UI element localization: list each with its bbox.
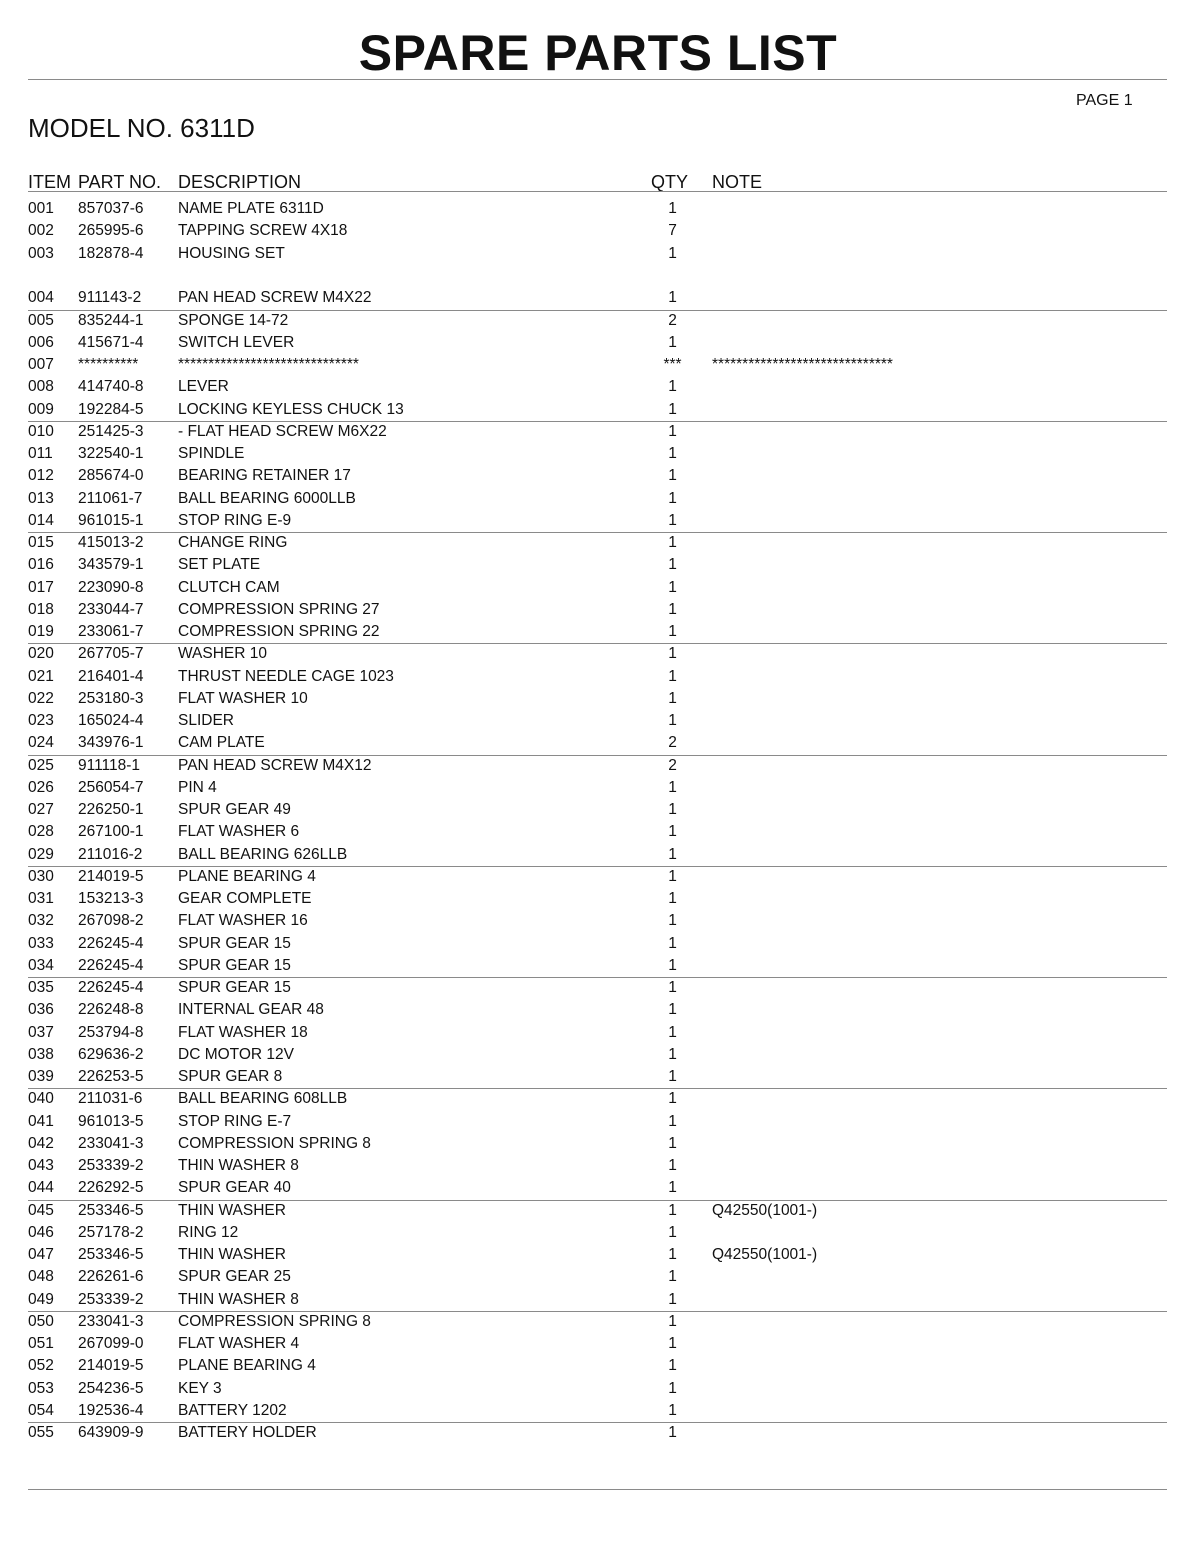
table-row — [0, 421, 1200, 443]
cell-item-number: 027 — [28, 801, 54, 818]
column-header-qty: QTY — [651, 172, 689, 192]
cell-part-number: 223090-8 — [78, 578, 144, 596]
cell-description: HOUSING SET — [178, 244, 285, 262]
cell-description: BALL BEARING 626LLB — [178, 845, 348, 863]
cell-part-number: 253339-2 — [78, 1157, 144, 1174]
table-row — [0, 1044, 1200, 1066]
table-row — [0, 621, 1200, 643]
cell-part-number: 415671-4 — [78, 333, 144, 351]
cell-description: SPUR GEAR 8 — [178, 1068, 283, 1085]
table-row — [0, 844, 1200, 866]
cell-description: STOP RING E-9 — [178, 511, 292, 529]
cell-description: STOP RING E-7 — [178, 1112, 292, 1130]
cell-description: SPONGE 14-72 — [178, 311, 289, 329]
table-row — [0, 643, 1200, 665]
cell-part-number: 226245-4 — [78, 979, 144, 996]
cell-description: THIN WASHER — [178, 1246, 286, 1263]
cell-description: BATTERY 1202 — [178, 1401, 287, 1419]
cell-item-number: 018 — [28, 600, 54, 618]
cell-description: SLIDER — [178, 712, 234, 729]
cell-quantity: 1 — [668, 1090, 677, 1108]
table-row — [0, 866, 1200, 888]
cell-item-number: 042 — [28, 1134, 54, 1152]
cell-quantity: 1 — [668, 1312, 677, 1330]
cell-part-number: 253339-2 — [78, 1290, 144, 1308]
cell-item-number: 041 — [28, 1112, 54, 1130]
cell-description: DC MOTOR 12V — [178, 1045, 294, 1063]
cell-description: FLAT WASHER 10 — [178, 689, 308, 707]
cell-description: SPUR GEAR 15 — [178, 934, 291, 952]
table-row — [0, 688, 1200, 710]
cell-quantity: 1 — [668, 1290, 677, 1308]
cell-description: SPUR GEAR 15 — [178, 956, 291, 974]
cell-quantity: 1 — [668, 645, 677, 663]
cell-quantity: 1 — [668, 578, 677, 596]
cell-part-number: 233041-3 — [78, 1312, 144, 1330]
table-row — [0, 376, 1200, 398]
table-row — [0, 1111, 1200, 1133]
table-row — [0, 465, 1200, 487]
cell-quantity: 1 — [668, 1424, 677, 1441]
cell-quantity: 1 — [668, 845, 677, 863]
table-row — [0, 999, 1200, 1021]
cell-item-number: 010 — [28, 422, 54, 440]
cell-part-number: 192284-5 — [78, 400, 144, 418]
table-row — [0, 1066, 1200, 1088]
cell-quantity: 1 — [668, 623, 677, 640]
table-row — [0, 577, 1200, 599]
table-row — [0, 220, 1200, 242]
cell-quantity: 1 — [668, 1023, 677, 1041]
cell-quantity: 1 — [668, 689, 677, 707]
cell-note: Q42550(1001-) — [712, 1201, 818, 1219]
cell-part-number: 226245-4 — [78, 956, 144, 974]
table-row — [0, 1400, 1200, 1422]
cell-quantity: 1 — [668, 890, 677, 907]
table-row — [0, 354, 1200, 376]
cell-description: LOCKING KEYLESS CHUCK 13 — [178, 400, 404, 418]
table-row — [0, 955, 1200, 977]
cell-item-number: 011 — [28, 445, 53, 462]
table-row — [0, 1200, 1200, 1222]
table-row — [0, 1289, 1200, 1311]
cell-item-number: 036 — [28, 1001, 54, 1019]
cell-quantity: *** — [663, 356, 682, 373]
table-row — [0, 1088, 1200, 1110]
cell-item-number: 023 — [28, 712, 54, 729]
cell-quantity: 1 — [668, 467, 677, 485]
table-row — [0, 599, 1200, 621]
table-row — [0, 1422, 1200, 1444]
cell-item-number: 030 — [28, 867, 54, 885]
cell-item-number: 004 — [28, 289, 54, 307]
table-row — [0, 1133, 1200, 1155]
table-row — [0, 287, 1200, 309]
cell-description: FLAT WASHER 4 — [178, 1335, 300, 1352]
cell-item-number: 016 — [28, 556, 54, 574]
cell-description: BALL BEARING 608LLB — [178, 1090, 348, 1108]
cell-description: LEVER — [178, 378, 229, 396]
cell-part-number: 253346-5 — [78, 1201, 144, 1219]
cell-part-number: 192536-4 — [78, 1401, 144, 1419]
cell-item-number: 025 — [28, 756, 54, 774]
cell-description: - FLAT HEAD SCREW M6X22 — [178, 422, 387, 440]
cell-item-number: 002 — [28, 222, 54, 240]
cell-note: Q42550(1001-) — [712, 1246, 818, 1263]
cell-description: NAME PLATE 6311D — [178, 200, 324, 217]
table-row — [0, 732, 1200, 754]
cell-part-number: 254236-5 — [78, 1379, 144, 1397]
cell-item-number: 012 — [28, 467, 54, 485]
cell-item-number: 055 — [28, 1424, 54, 1441]
cell-item-number: 052 — [28, 1357, 54, 1375]
document-title: SPARE PARTS LIST — [358, 25, 838, 81]
cell-part-number: 233061-7 — [78, 623, 144, 640]
cell-part-number: 267099-0 — [78, 1335, 144, 1352]
cell-quantity: 2 — [668, 734, 677, 752]
table-row — [0, 1155, 1200, 1177]
cell-part-number: 961015-1 — [78, 511, 144, 529]
cell-part-number: 153213-3 — [78, 890, 144, 907]
table-row — [0, 755, 1200, 777]
table-row — [0, 243, 1200, 265]
cell-part-number: 214019-5 — [78, 867, 144, 885]
cell-part-number: 226245-4 — [78, 934, 144, 952]
cell-item-number: 054 — [28, 1401, 54, 1419]
table-row — [0, 1333, 1200, 1355]
cell-quantity: 1 — [668, 867, 677, 885]
cell-part-number: 322540-1 — [78, 445, 144, 462]
cell-description: THIN WASHER 8 — [178, 1157, 299, 1174]
cell-quantity: 1 — [668, 422, 677, 440]
cell-description: FLAT WASHER 6 — [178, 823, 300, 841]
cell-description: SPUR GEAR 40 — [178, 1179, 291, 1197]
cell-part-number: 233044-7 — [78, 600, 144, 618]
table-row — [0, 399, 1200, 421]
cell-part-number: 643909-9 — [78, 1424, 144, 1441]
cell-item-number: 017 — [28, 578, 54, 596]
cell-item-number: 048 — [28, 1268, 54, 1286]
cell-quantity: 1 — [668, 1001, 677, 1019]
table-row — [0, 1266, 1200, 1288]
cell-description: THRUST NEEDLE CAGE 1023 — [178, 667, 394, 685]
cell-description: CLUTCH CAM — [178, 578, 280, 596]
cell-description: CHANGE RING — [178, 534, 288, 551]
cell-description: TAPPING SCREW 4X18 — [178, 222, 348, 240]
table-row — [0, 1244, 1200, 1266]
cell-part-number: 257178-2 — [78, 1223, 144, 1241]
cell-part-number: 265995-6 — [78, 222, 144, 240]
cell-quantity: 1 — [668, 1268, 677, 1286]
table-row — [0, 933, 1200, 955]
cell-description: PLANE BEARING 4 — [178, 867, 316, 885]
cell-item-number: 034 — [28, 956, 54, 974]
cell-item-number: 043 — [28, 1157, 54, 1174]
cell-part-number: 415013-2 — [78, 534, 144, 551]
cell-item-number: 050 — [28, 1312, 54, 1330]
table-row — [0, 554, 1200, 576]
cell-part-number: 835244-1 — [78, 311, 144, 329]
cell-item-number: 001 — [28, 200, 54, 217]
cell-description: BATTERY HOLDER — [178, 1424, 317, 1441]
cell-quantity: 1 — [668, 1223, 677, 1241]
cell-quantity: 1 — [668, 1379, 677, 1397]
cell-quantity: 1 — [668, 244, 677, 262]
cell-part-number: 211061-7 — [78, 489, 143, 507]
cell-item-number: 032 — [28, 912, 54, 930]
cell-item-number: 035 — [28, 979, 54, 996]
cell-quantity: 1 — [668, 1134, 677, 1152]
cell-description: SPUR GEAR 49 — [178, 801, 291, 818]
cell-item-number: 021 — [28, 667, 54, 685]
cell-quantity: 1 — [668, 912, 677, 930]
table-row — [0, 488, 1200, 510]
table-row — [0, 310, 1200, 332]
cell-item-number: 007 — [28, 356, 54, 373]
cell-quantity: 1 — [668, 1068, 677, 1085]
cell-description: THIN WASHER — [178, 1201, 286, 1219]
cell-item-number: 046 — [28, 1223, 54, 1241]
table-row — [0, 710, 1200, 732]
cell-item-number: 026 — [28, 778, 54, 796]
cell-description: SPUR GEAR 15 — [178, 979, 291, 996]
cell-quantity: 1 — [668, 1112, 677, 1130]
cell-part-number: 961013-5 — [78, 1112, 144, 1130]
cell-part-number: 214019-5 — [78, 1357, 144, 1375]
cell-description: COMPRESSION SPRING 8 — [178, 1134, 371, 1152]
cell-item-number: 006 — [28, 333, 54, 351]
table-row — [0, 777, 1200, 799]
cell-description: SET PLATE — [178, 556, 261, 574]
table-row — [0, 198, 1200, 220]
cell-quantity: 1 — [668, 801, 677, 818]
footer-rule — [28, 1489, 1167, 1490]
cell-description: KEY 3 — [178, 1379, 222, 1397]
cell-item-number: 014 — [28, 511, 54, 529]
cell-quantity: 1 — [668, 778, 677, 796]
cell-quantity: 1 — [668, 1179, 677, 1197]
cell-quantity: 1 — [668, 1246, 677, 1263]
table-row — [0, 510, 1200, 532]
cell-description: ****************************** — [178, 356, 359, 373]
cell-item-number: 053 — [28, 1379, 54, 1397]
cell-item-number: 038 — [28, 1045, 54, 1063]
cell-quantity: 1 — [668, 1045, 677, 1063]
cell-part-number: 226253-5 — [78, 1068, 144, 1085]
cell-description: GEAR COMPLETE — [178, 890, 312, 907]
cell-part-number: 414740-8 — [78, 378, 144, 396]
cell-description: FLAT WASHER 18 — [178, 1023, 308, 1041]
cell-quantity: 1 — [668, 934, 677, 952]
cell-quantity: 1 — [668, 956, 677, 974]
cell-quantity: 1 — [668, 534, 677, 551]
cell-quantity: 1 — [668, 667, 677, 685]
cell-description: COMPRESSION SPRING 27 — [178, 600, 380, 618]
cell-quantity: 1 — [668, 556, 677, 574]
cell-quantity: 1 — [668, 445, 677, 462]
cell-part-number: 267705-7 — [78, 645, 144, 663]
column-header-description: DESCRIPTION — [178, 172, 302, 192]
table-row — [0, 799, 1200, 821]
cell-part-number: 226250-1 — [78, 801, 144, 818]
cell-quantity: 2 — [668, 311, 677, 329]
cell-quantity: 1 — [668, 1357, 677, 1375]
table-row — [0, 910, 1200, 932]
cell-description: PAN HEAD SCREW M4X22 — [178, 289, 372, 307]
page-number: PAGE 1 — [1076, 92, 1133, 109]
cell-item-number: 009 — [28, 400, 54, 418]
cell-description: PIN 4 — [178, 778, 217, 796]
table-row — [0, 977, 1200, 999]
cell-quantity: 1 — [668, 600, 677, 618]
cell-item-number: 049 — [28, 1290, 54, 1308]
cell-description: WASHER 10 — [178, 645, 268, 663]
cell-part-number: 226248-8 — [78, 1001, 144, 1019]
column-header-part-no: PART NO. — [78, 172, 162, 192]
table-row — [0, 1311, 1200, 1333]
cell-item-number: 005 — [28, 311, 54, 329]
cell-description: RING 12 — [178, 1223, 239, 1241]
cell-part-number: 629636-2 — [78, 1045, 144, 1063]
cell-part-number: 267098-2 — [78, 912, 144, 930]
table-row — [0, 1177, 1200, 1199]
cell-part-number: 226292-5 — [78, 1179, 144, 1197]
cell-item-number: 031 — [28, 890, 54, 907]
cell-part-number: 216401-4 — [78, 667, 144, 685]
cell-quantity: 1 — [668, 289, 677, 307]
cell-description: COMPRESSION SPRING 22 — [178, 623, 380, 640]
cell-quantity: 1 — [668, 712, 677, 729]
table-row — [0, 1022, 1200, 1044]
cell-part-number: 211031-6 — [78, 1090, 143, 1108]
cell-description: FLAT WASHER 16 — [178, 912, 308, 930]
cell-part-number: 253794-8 — [78, 1023, 144, 1041]
cell-part-number: 211016-2 — [78, 845, 143, 863]
cell-part-number: 343976-1 — [78, 734, 144, 752]
table-row — [0, 1378, 1200, 1400]
cell-item-number: 015 — [28, 534, 54, 551]
table-row — [0, 1222, 1200, 1244]
cell-quantity: 1 — [668, 400, 677, 418]
cell-item-number: 003 — [28, 244, 54, 262]
cell-part-number: 857037-6 — [78, 200, 144, 217]
cell-description: BEARING RETAINER 17 — [178, 467, 351, 485]
cell-part-number: 182878-4 — [78, 244, 144, 262]
cell-part-number: 233041-3 — [78, 1134, 144, 1152]
table-row — [0, 443, 1200, 465]
column-header-note: NOTE — [712, 172, 763, 192]
cell-item-number: 008 — [28, 378, 54, 396]
table-row — [0, 821, 1200, 843]
cell-item-number: 047 — [28, 1246, 54, 1263]
cell-quantity: 1 — [668, 333, 677, 351]
cell-quantity: 7 — [668, 222, 677, 240]
table-row — [0, 666, 1200, 688]
cell-quantity: 1 — [668, 823, 677, 841]
cell-quantity: 1 — [668, 1201, 677, 1219]
table-row — [0, 888, 1200, 910]
cell-description: SPINDLE — [178, 445, 245, 462]
model-number: MODEL NO. 6311D — [28, 113, 255, 143]
cell-item-number: 024 — [28, 734, 54, 752]
cell-part-number: 267100-1 — [78, 823, 144, 841]
table-row — [0, 532, 1200, 554]
column-header-item: ITEM — [28, 172, 71, 192]
cell-item-number: 019 — [28, 623, 54, 640]
cell-description: CAM PLATE — [178, 734, 265, 752]
cell-description: PAN HEAD SCREW M4X12 — [178, 756, 372, 774]
cell-description: SPUR GEAR 25 — [178, 1268, 291, 1286]
cell-part-number: 256054-7 — [78, 778, 144, 796]
cell-quantity: 1 — [668, 489, 677, 507]
cell-part-number: 343579-1 — [78, 556, 144, 574]
cell-description: PLANE BEARING 4 — [178, 1357, 316, 1375]
cell-item-number: 020 — [28, 645, 54, 663]
cell-quantity: 1 — [668, 1401, 677, 1419]
cell-item-number: 029 — [28, 845, 54, 863]
cell-part-number: 165024-4 — [78, 712, 144, 729]
cell-quantity: 1 — [668, 1335, 677, 1352]
cell-item-number: 051 — [28, 1335, 54, 1352]
cell-quantity: 1 — [668, 979, 677, 996]
cell-part-number: 253346-5 — [78, 1246, 144, 1263]
cell-item-number: 022 — [28, 689, 54, 707]
cell-part-number: 911118-1 — [78, 756, 141, 774]
cell-item-number: 045 — [28, 1201, 54, 1219]
table-row — [0, 1355, 1200, 1377]
cell-description: THIN WASHER 8 — [178, 1290, 299, 1308]
cell-quantity: 1 — [668, 378, 677, 396]
cell-description: SWITCH LEVER — [178, 333, 295, 351]
cell-part-number: 251425-3 — [78, 422, 144, 440]
cell-description: BALL BEARING 6000LLB — [178, 489, 356, 507]
cell-item-number: 013 — [28, 489, 54, 507]
cell-item-number: 044 — [28, 1179, 54, 1197]
cell-part-number: 911143-2 — [78, 289, 142, 307]
cell-description: COMPRESSION SPRING 8 — [178, 1312, 371, 1330]
cell-item-number: 037 — [28, 1023, 54, 1041]
cell-item-number: 040 — [28, 1090, 54, 1108]
cell-item-number: 033 — [28, 934, 54, 952]
cell-quantity: 2 — [668, 756, 677, 774]
cell-item-number: 039 — [28, 1068, 54, 1085]
cell-part-number: 285674-0 — [78, 467, 144, 485]
cell-item-number: 028 — [28, 823, 54, 841]
cell-quantity: 1 — [668, 200, 677, 217]
cell-part-number: 226261-6 — [78, 1268, 144, 1286]
cell-description: INTERNAL GEAR 48 — [178, 1001, 324, 1019]
cell-quantity: 1 — [668, 511, 677, 529]
cell-quantity: 1 — [668, 1157, 677, 1174]
cell-part-number: 253180-3 — [78, 689, 144, 707]
table-row — [0, 332, 1200, 354]
cell-part-number: ********** — [78, 356, 139, 373]
cell-note: ****************************** — [712, 356, 893, 373]
